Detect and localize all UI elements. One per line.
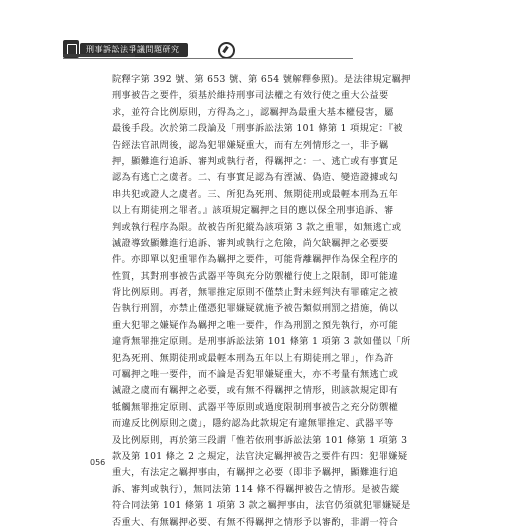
text-line: 可羈押之唯一要件，而不論是否犯罪嫌疑重大，亦不考量有無逃亡或: [112, 369, 399, 381]
header-divider-thick: [63, 54, 135, 57]
text-line: 而違反比例原則之虞」，隱約認為此款規定有違無罪推定、武器平等: [112, 418, 394, 430]
text-line: 刑事被告之要件，須基於維持刑事司法權之有效行使之重大公益要: [112, 90, 389, 102]
text-line: 重大，有法定之羈押事由，有羈押之必要（即非予羈押，顯難進行追: [112, 467, 399, 479]
text-line: 串共犯或證人之虞者。三、所犯為死刑、無期徒刑或最輕本刑為五年: [112, 188, 399, 200]
text-line: 及比例原則，再於第三段謂「惟若依刑事訴訟法第 101 條第 1 項第 3: [112, 434, 408, 446]
text-line: 訴、審判或執行），無同法第 114 條不得羈押被告之情形。是被告縱: [112, 483, 400, 495]
text-line: 認為有逃亡之虞者。二、有事實足認為有湮滅、偽造、變造證據或勾: [112, 172, 399, 184]
text-line: 款及第 101 條之 2 之規定，法官決定羈押被告之要件有四：犯罪嫌疑: [112, 450, 408, 462]
text-line: 求，並符合比例原則，方得為之」，認羈押為最重大基本權侵害，屬: [112, 106, 394, 118]
text-line: 犯為死刑、無期徒刑或最輕本刑為五年以上有期徒刑之罪」，作為許: [112, 352, 394, 364]
text-line: 告執行刑罰，亦禁止僅憑犯罪嫌疑就施予被告類似刑罰之措施，倘以: [112, 303, 399, 315]
header-divider-thin: [63, 58, 353, 59]
text-line: 否重大、有無羈押必要、有無不得羈押之情形予以審酌，非謂一符合: [112, 516, 399, 528]
text-line: 最後手段。次於第二段論及「刑事訴訟法第 101 條第 1 項規定：『被: [112, 123, 403, 135]
text-line: 滅證之虞而有羈押之必要，或有無不得羈押之情形，則該款規定即有: [112, 385, 399, 397]
text-line: 件。亦即單以犯重罪作為羈押之要件，可能背離羈押作為保全程序的: [112, 254, 399, 266]
text-line: 違背無罪推定原則。是刑事訴訟法第 101 條第 1 項第 3 款如僅以「所: [112, 336, 411, 348]
running-header-title: 刑事訴訟法爭議問題研究: [80, 43, 188, 57]
page-number: 056: [90, 458, 106, 467]
text-line: 押，顯難進行追訴、審判或執行者，得羈押之：一、逃亡或有事實足: [112, 155, 399, 167]
text-line: 牴觸無罪推定原則、武器平等原則或過度限制刑事被告之充分防禦權: [112, 401, 399, 413]
text-line: 告經法官訊問後，認為犯罪嫌疑重大，而有左列情形之一，非予羈: [112, 139, 389, 151]
text-line: 背比例原則。再者，無罪推定原則不僅禁止對未經判決有罪確定之被: [112, 287, 399, 299]
text-line: 滅證導致顯難進行追訴、審判或執行之危險，尚欠缺羈押之必要要: [112, 237, 389, 249]
text-line: 判或執行程序為限。故被告所犯縱為該項第 3 款之重罪，如無逃亡或: [112, 221, 402, 233]
text-line: 院釋字第 392 號、第 653 號、第 654 號解釋參照)。是法律規定羈押: [112, 74, 411, 85]
body-paragraph: [112, 72, 412, 531]
text-line: 重大犯罪之嫌疑作為羈押之唯一要件，作為刑罰之預先執行，亦可能: [112, 319, 399, 331]
text-line: 符合同法第 101 條第 1 項第 3 款之羈押事由，法官仍須就犯罪嫌疑是: [112, 500, 411, 512]
text-line: 性質，其對刑事被告武器平等與充分防禦權行使上之限制，即可能違: [112, 270, 399, 282]
pen-icon: [218, 42, 235, 59]
text-line: 以上有期徒刑之罪者。』該項規定羈押之目的應以保全刑事追訴、審: [112, 205, 394, 217]
